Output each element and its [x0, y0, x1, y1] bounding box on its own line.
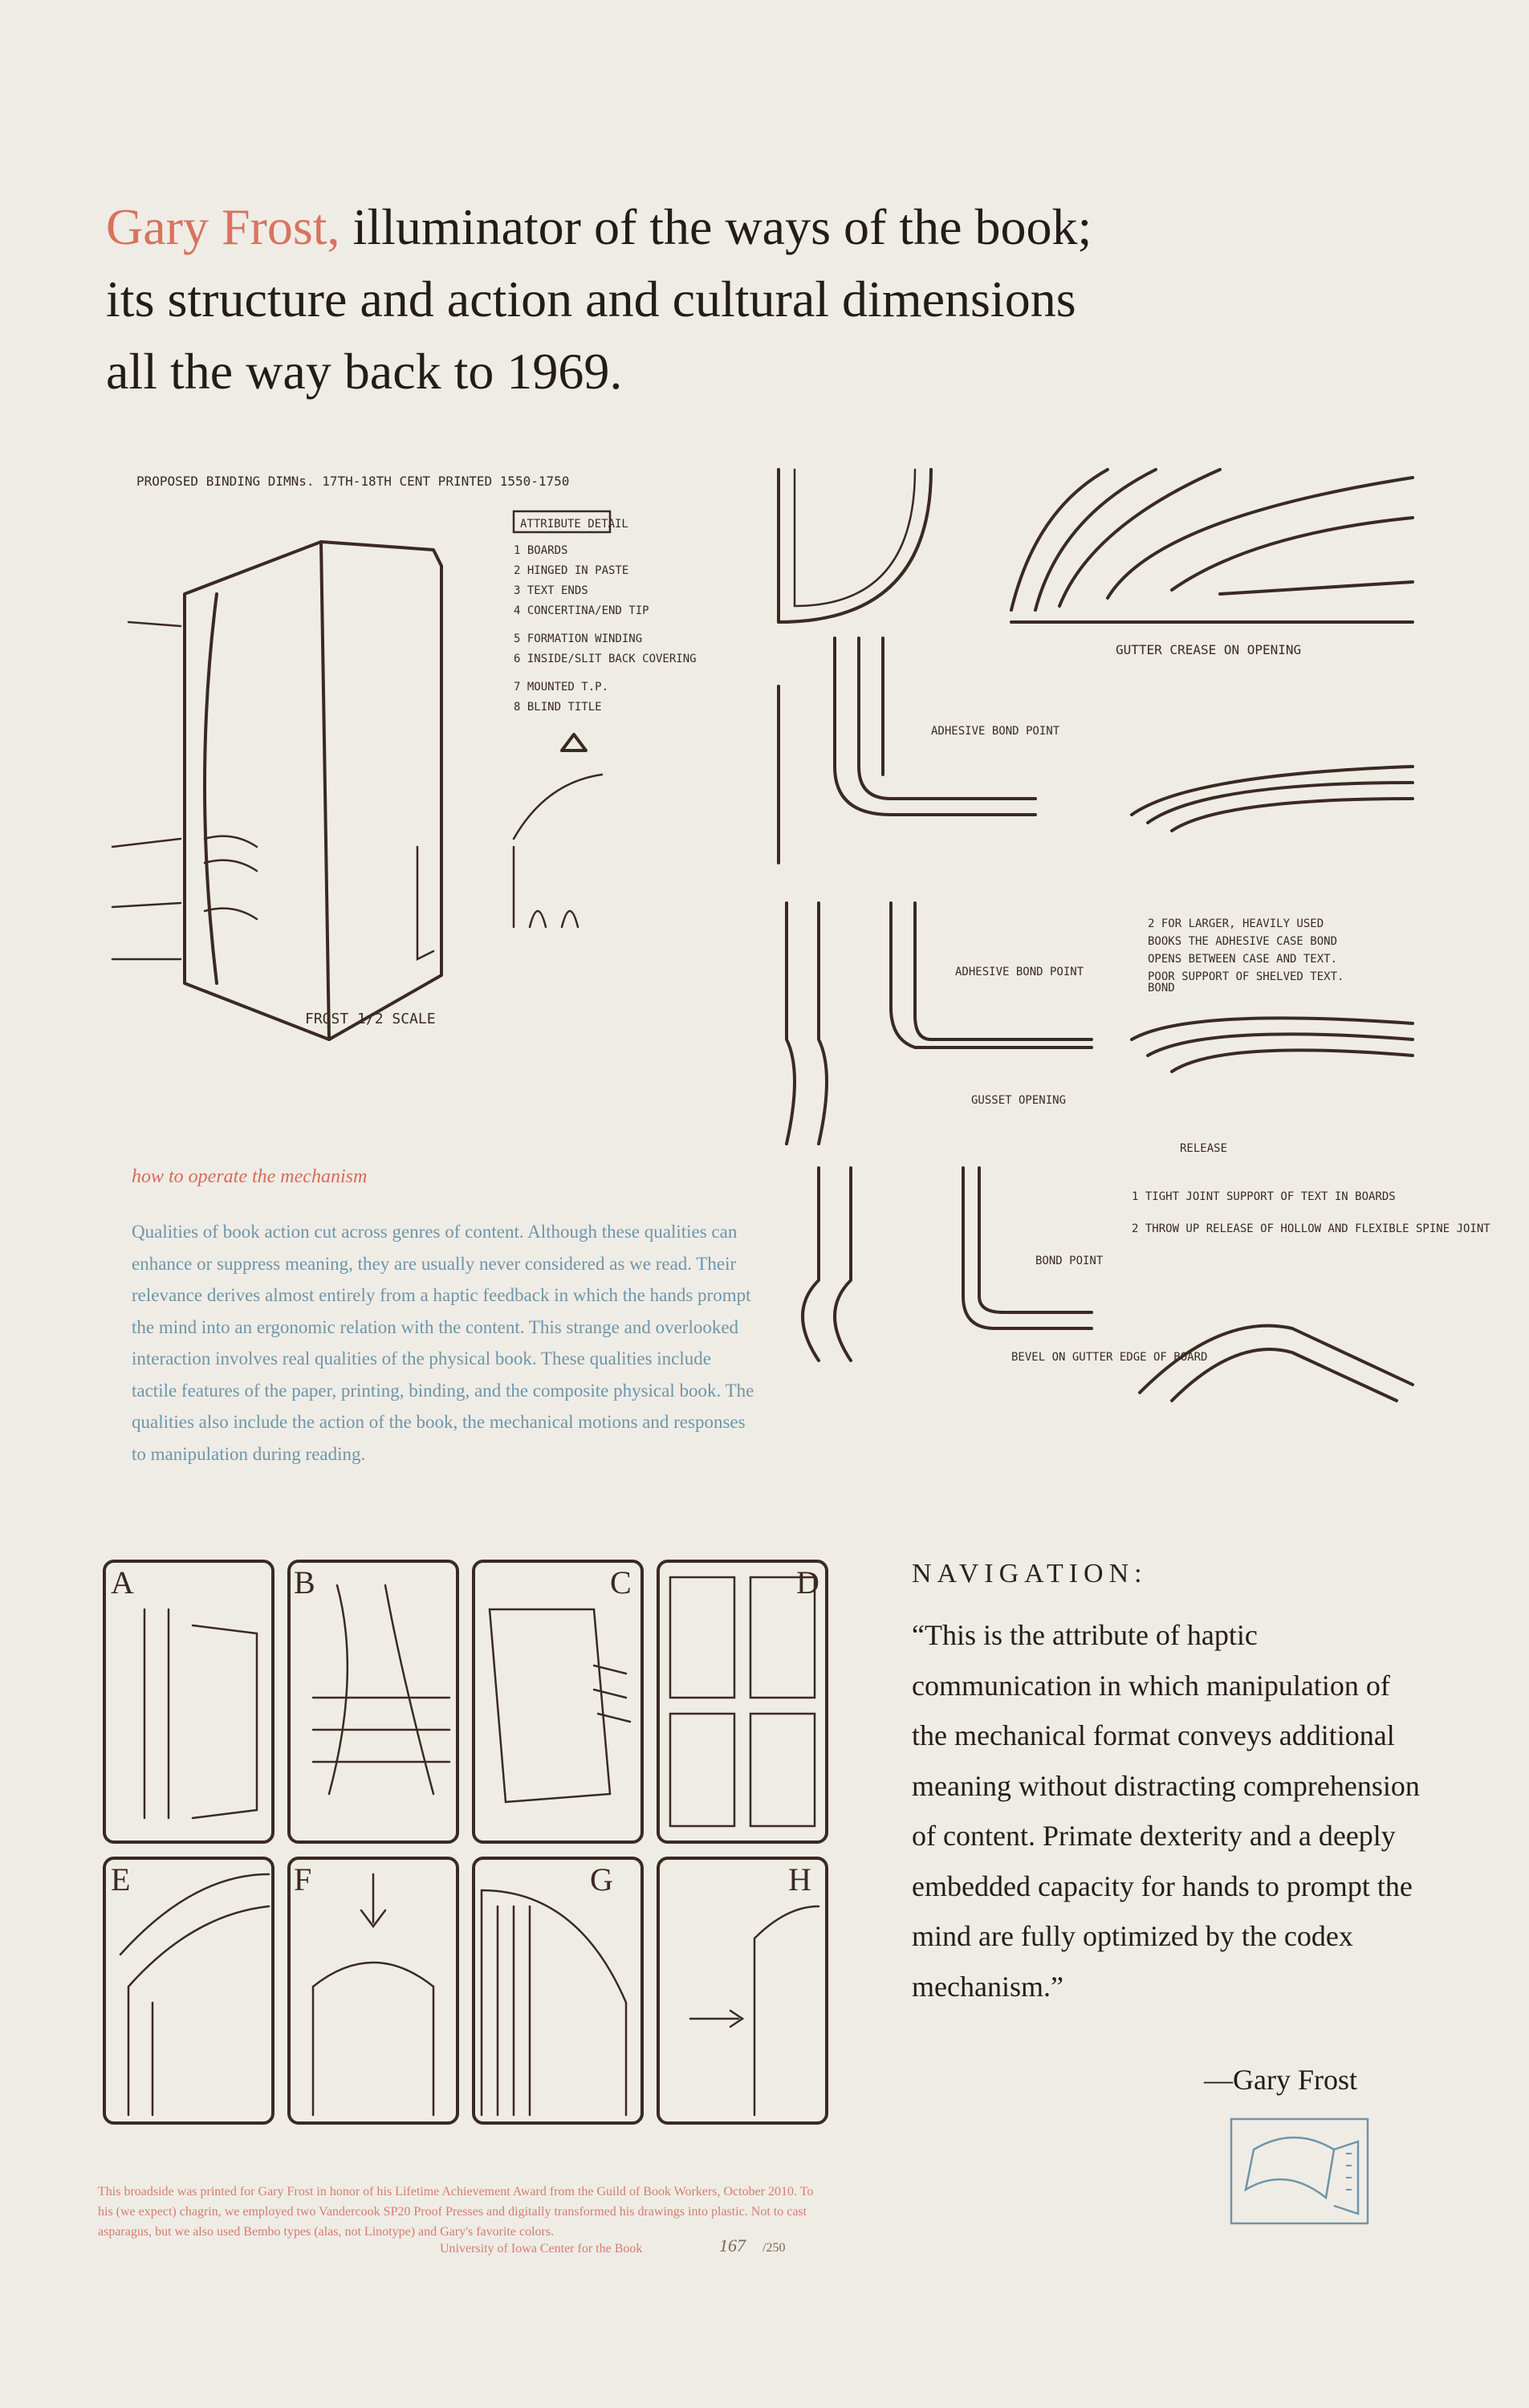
panel-g-sketch [482, 1890, 626, 2115]
bond-label: BOND [1148, 982, 1175, 995]
book-structure-drawing [96, 462, 754, 1060]
gutter-caption: GUTTER CREASE ON OPENING [1116, 642, 1302, 657]
panel-d [658, 1561, 827, 1842]
book-clasp [417, 847, 433, 959]
attribute-item: 3 TEXT ENDS [514, 584, 588, 597]
book-spine-edge [321, 542, 329, 1039]
open-book-icon [1230, 2117, 1374, 2230]
operate-paragraph: Qualities of book action cut across genres of content. Although these qualities can enhance or suppress meaning, they are usually never considered as we read. Their relevance derives almost entirely from a haptic feedback in which the hands prompt the mind into an ergonomic relation with the content. This strange and overlooked interaction involves real qualities of the physical book. These qualities include tactile features of the paper, printing, binding, and the composite physical book. The qualities also include the action of the book, the mechanical motions and responses to manipulation during reading. [132, 1222, 754, 1464]
panel-label: A [111, 1564, 134, 1601]
book-leader-lines [112, 622, 181, 959]
adhesive-label-2: ADHESIVE BOND POINT [955, 966, 1084, 978]
book-outline [185, 542, 441, 1039]
edition-total: /250 [762, 2241, 786, 2255]
detail-sketch [514, 775, 602, 927]
attribute-header: ATTRIBUTE DETAIL [520, 518, 628, 531]
panel-label: C [610, 1564, 632, 1601]
panel-f [289, 1858, 457, 2123]
panel-f-sketch [313, 1874, 433, 2115]
panel-label: E [111, 1861, 131, 1898]
colophon-center-name: University of Iowa Center for the Book [440, 2242, 643, 2255]
triangle-icon [562, 734, 586, 750]
bevel-label: BEVEL ON GUTTER EDGE OF BOARD [1011, 1351, 1208, 1364]
panel-c-sketch [490, 1609, 630, 1802]
title-name: Gary Frost, [106, 198, 340, 255]
sketch-top-left-inner [795, 470, 915, 606]
panel-a-sketch [144, 1609, 257, 1818]
attribute-item: 5 FORMATION WINDING [514, 633, 643, 645]
panel-label: F [294, 1861, 312, 1898]
attribute-item: 7 MOUNTED T.P. [514, 681, 609, 694]
note-2-line: BOOKS THE ADHESIVE CASE BOND [1148, 935, 1338, 948]
attribute-item: 8 BLIND TITLE [514, 701, 602, 714]
book-band-2 [205, 860, 257, 871]
navigation-attribution: —Gary Frost [1204, 2064, 1357, 2096]
sketch-gutter-crease [1011, 470, 1413, 622]
note-2-line: OPENS BETWEEN CASE AND TEXT. [1148, 953, 1338, 966]
panel-a [104, 1561, 273, 1842]
panel-label: G [590, 1861, 613, 1898]
adhesive-label-1: ADHESIVE BOND POINT [931, 725, 1060, 738]
note-2-line: POOR SUPPORT OF SHELVED TEXT. [1148, 970, 1344, 983]
note-2 [1148, 917, 1344, 983]
navigation-quote: “This is the attribute of haptic communication in which manipulation of the mechanical format conveys additional meaning without distracting comprehension of content. Primate dexterity and a deeply embedded capacity for hands to prompt the mind are fully optimized by the codex mechanism.” [912, 1619, 1420, 2003]
panel-h [658, 1858, 827, 2123]
panel-e-sketch [120, 1874, 269, 2115]
drawing-top-caption: PROPOSED BINDING DIMNs. 17TH-18TH CENT PRINTED 1550-1750 [136, 474, 570, 489]
panel-b [289, 1561, 457, 1842]
operate-heading: how to operate the mechanism [132, 1166, 368, 1187]
attribute-item: 4 CONCERTINA/END TIP [514, 604, 649, 617]
page-title [106, 191, 1230, 408]
sketch-top-left [779, 470, 931, 622]
attribute-item: 1 BOARDS [514, 544, 568, 557]
title-line3: all the way back to 1969. [106, 343, 623, 400]
panel-g [474, 1858, 642, 2123]
note-list-2: 2 THROW UP RELEASE OF HOLLOW AND FLEXIBLE SPINE JOINT [1132, 1222, 1490, 1235]
sketch-case-bond [1132, 767, 1413, 831]
bond-point-label: BOND POINT [1035, 1255, 1104, 1267]
panel-h-sketch [690, 1906, 819, 2115]
panel-b-sketch [313, 1585, 449, 1794]
gusset-label: GUSSET OPENING [971, 1094, 1067, 1107]
title-line1: illuminator of the ways of the book; [352, 198, 1092, 255]
panel-e [104, 1858, 273, 2123]
mechanism-panels [96, 1553, 843, 2131]
title-line2: its structure and action and cultural dimensions [106, 270, 1076, 327]
book-band-1 [205, 836, 257, 847]
joint-sketches [771, 462, 1490, 1449]
note-list-1: 1 TIGHT JOINT SUPPORT OF TEXT IN BOARDS [1132, 1190, 1396, 1203]
book-band-3 [205, 909, 257, 919]
sketch-adhesive-1 [779, 638, 1035, 863]
panel-label: H [788, 1861, 811, 1898]
book-spine-curve [205, 594, 217, 983]
note-2-line: 2 FOR LARGER, HEAVILY USED [1148, 917, 1324, 930]
colophon-text: This broadside was printed for Gary Frost in honor of his Lifetime Achievement Award from the Guild of Book Workers, October 2010. To his (we expect) chagrin, we employed two Vandercook SP20 Proof Presses and digitally transformed his drawings into plastic. Not to cast asparagus, but we also used Bembo types (alas, not Linotype) and Gary's favorite colors. [98, 2185, 814, 2239]
edition-number: 167 [719, 2235, 746, 2255]
sketch-adhesive-2 [787, 903, 1092, 1144]
attribute-item: 6 INSIDE/SLIT BACK COVERING [514, 653, 697, 665]
attribute-item: 2 HINGED IN PASTE [514, 564, 629, 577]
release-label: RELEASE [1180, 1142, 1228, 1155]
drawing-footer: FROST 1/2 SCALE [305, 1011, 436, 1027]
panel-label: D [796, 1564, 819, 1601]
panel-label: B [294, 1564, 315, 1601]
sketch-release [1132, 1018, 1413, 1072]
panel-c [474, 1561, 642, 1842]
navigation-heading: NAVIGATION: [912, 1559, 1148, 1588]
attribute-list [514, 544, 697, 714]
